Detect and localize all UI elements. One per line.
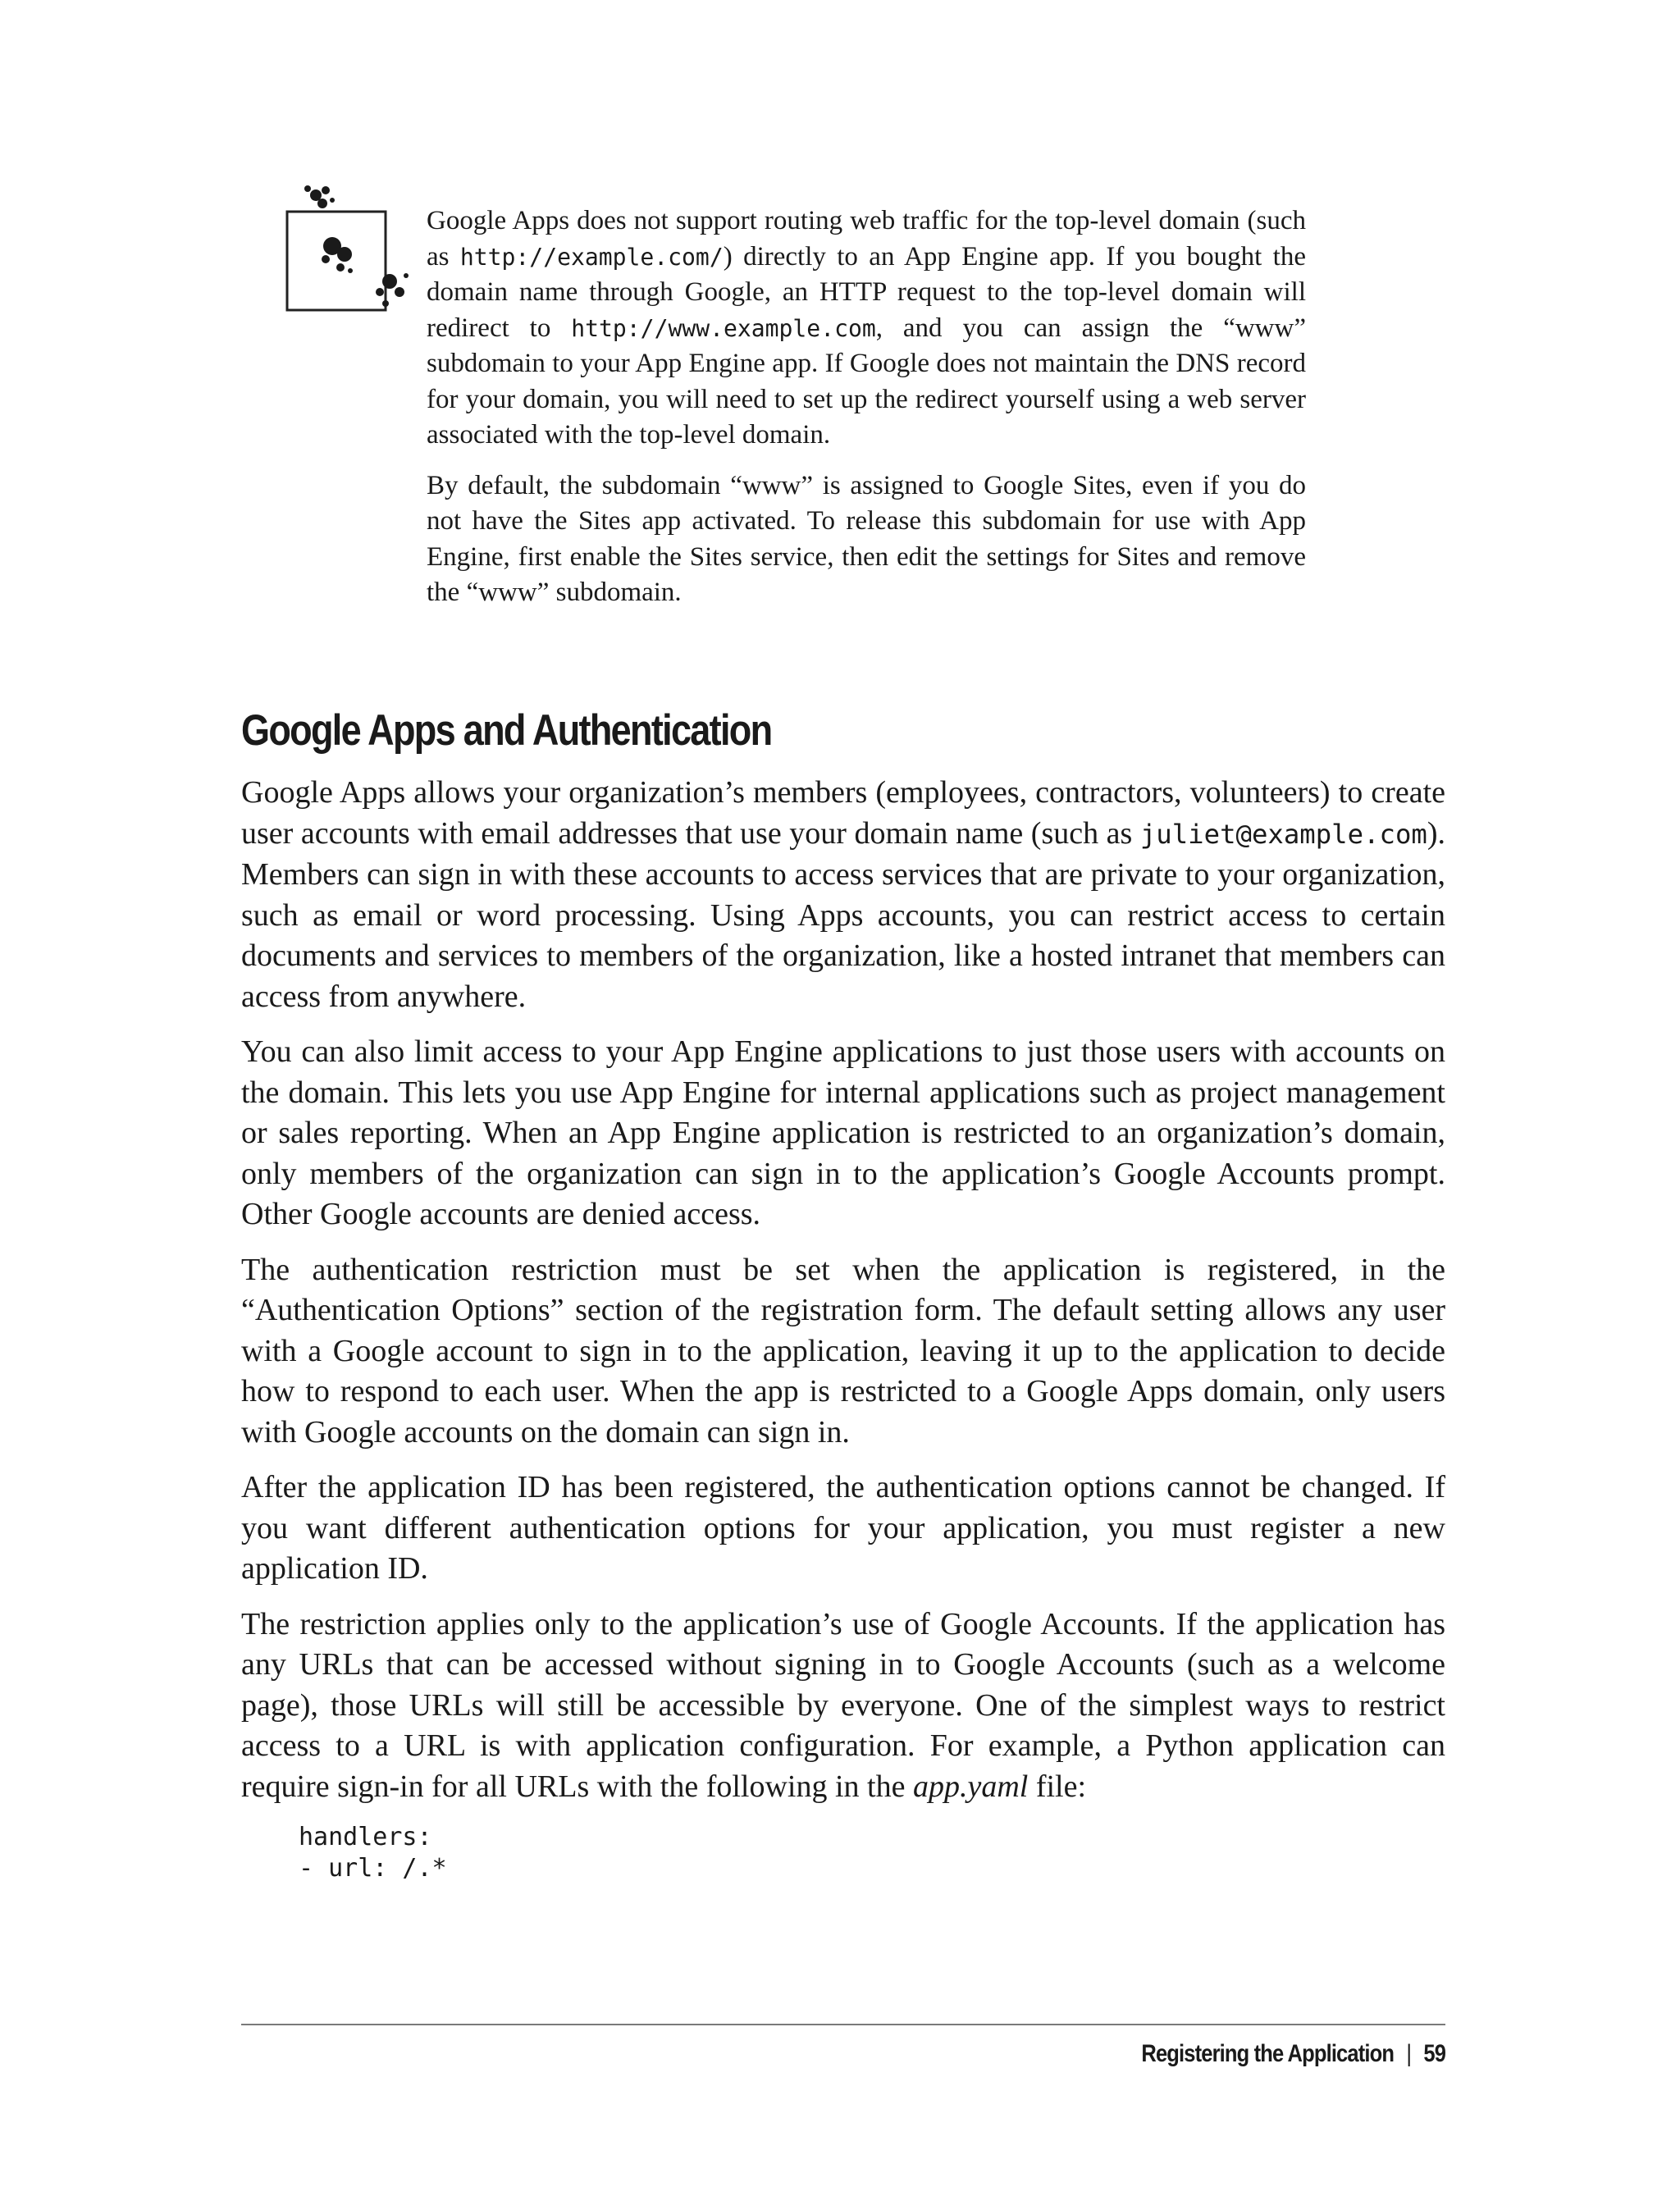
footer-title: Registering the Application <box>1141 2040 1394 2067</box>
page-number: 59 <box>1423 2040 1445 2067</box>
paragraph-3: The authentication restriction must be set when the application is registered, in the “Authentication Options” section of the registration form. The default setting allows any user with a Google account to sign in to the application, leaving it up to the application to decide how to respond to each user. When the app is restricted to a Google Apps domain, only users with Google accounts on the domain can sign in. <box>241 1252 1445 1449</box>
note-paragraph-2: By default, the subdomain “www” is assigned to Google Sites, even if you do not have the Sites app activated. To release this subdomain for use with App Engine, first enable the Sites service, then edit the settings for Sites and remove the “www” subdomain. <box>427 470 1306 607</box>
tip-note <box>285 203 1306 626</box>
footer-rule <box>241 2024 1445 2025</box>
paragraph-4: After the application ID has been registered, the authentication options cannot be changed. If you want different authentication options for your application, you must register a new application ID. <box>241 1470 1445 1586</box>
url-www-example: http://www.example.com <box>571 314 876 342</box>
paragraph-1: Google Apps allows your organization’s members (employees, contractors, volunteers) to create user accounts with email addresses that use your domain name (such as juliet@example.com). Members can sign in with these accounts to access services that are private to your organization, such as email or word processing. Using Apps accounts, you can restrict access to certain documents and services to members of the organization, like a hosted intranet that members can access from anywhere. <box>241 775 1445 1014</box>
email-example: juliet@example.com <box>1139 818 1427 850</box>
url-example: http://example.com/ <box>459 243 724 271</box>
footer-separator: | <box>1406 2040 1412 2067</box>
paragraph-2: You can also limit access to your App Engine applications to just those users with accounts on the domain. This lets you use App Engine for internal applications such as project management or sales reporting. When an App Engine application is restricted to an organization’s domain, only members of the organization can sign in to the application’s Google Accounts prompt. Other Google accounts are denied access. <box>241 1034 1445 1231</box>
code-block: handlers: - url: /.* <box>299 1823 447 1883</box>
main-section <box>241 704 1445 1884</box>
paragraph-5: The restriction applies only to the application’s use of Google Accounts. If the application has any URLs that can be accessed without signing in to Google Accounts (such as a welcome page), those URLs will still be accessible by everyone. One of the simplest ways to restrict access to a URL is with application configuration. For example, a Python application can require sign-in for all URLs with the following in the app.yaml file: <box>241 1606 1445 1804</box>
note-paragraph-1: Google Apps does not support routing web traffic for the top-level domain (such as http://example.com/) directly to an App Engine app. If you bought the domain name through Google, an HTTP request to the top-level domain will redirect to http://www.example.com, and you can assign the “www” subdomain to your App Engine app. If Google does not maintain the DNS record for your domain, you will need to set up the redirect yourself using a web server associated with the top-level domain. <box>427 206 1306 450</box>
page-footer <box>1141 2040 1445 2068</box>
filename-app-yaml: app.yaml <box>912 1769 1029 1804</box>
section-heading: Google Apps and Authentication <box>241 706 772 755</box>
